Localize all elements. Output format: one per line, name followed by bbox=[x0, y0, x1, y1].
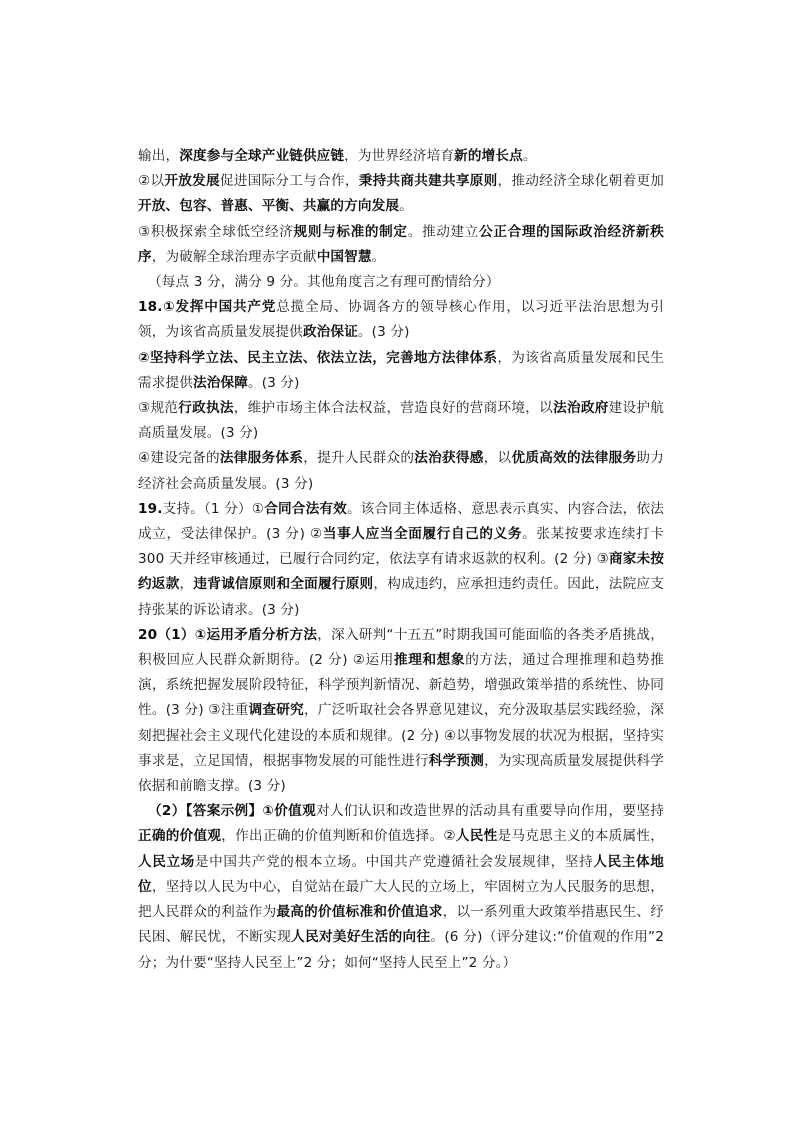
q18-point-1 bbox=[138, 295, 664, 345]
key-phrase: 中国智慧 bbox=[316, 248, 372, 265]
key-phrase: 开放、包容、普惠、平衡、共赢的方向发展 bbox=[138, 198, 400, 215]
text-run: 的方法，通过合理推理和趋势推演，系统把握发展阶段特征，科学预判新情况、新趋势，增强政策举措的系统性、协同性。(3 分) ③注重 bbox=[138, 652, 664, 719]
key-phrase: 深度参与全球产业链供应链 bbox=[179, 148, 345, 164]
key-phrase: 政治保证 bbox=[302, 324, 358, 341]
key-phrase: 商家未按约返款 bbox=[138, 551, 664, 593]
key-phrase: 正确的价值观 bbox=[138, 828, 222, 845]
key-phrase: 人民主体地位 bbox=[138, 853, 665, 895]
key-phrase: 调查研究 bbox=[248, 702, 304, 719]
text-run: ，提升人民群众的 bbox=[303, 450, 415, 467]
key-phrase: 法治政府 bbox=[553, 400, 609, 417]
key-phrase: 推理和想象 bbox=[394, 652, 466, 669]
q17-point-1-continued bbox=[138, 144, 664, 169]
text-run: ，坚持以人民为中心，自觉站在最广大人民的立场上，牢固树立为人民服务的思想，把人民群众的利益作为 bbox=[138, 878, 664, 921]
key-phrase: 法治保障 bbox=[192, 374, 248, 391]
text-run: ，推动经济全球化朝着更加 bbox=[497, 173, 664, 190]
question-number: 18.①发挥 bbox=[138, 299, 205, 316]
text-run: 。(6 分)（评分建议:“价值观的作用”2 分；为什要“坚持人民至上”2 分；如何“坚持人民至上”2 分。） bbox=[138, 929, 665, 971]
text-run: 总揽全局、协调各方的领导核心作用，以习近平法治思想为引领，为该省高质量发展提供 bbox=[138, 299, 664, 341]
key-phrase: 最高的价值标准和价值追求 bbox=[276, 904, 443, 921]
text-run: 。(3 分) bbox=[357, 324, 410, 341]
text-run: ，维护市场主体合法权益，营造良好的营商环境，以 bbox=[233, 400, 554, 417]
text-run: 输出， bbox=[138, 148, 180, 164]
text-run: ，深入研判“十五五”时期我国可能面临的各类矛盾挑战，积极回应人民群众新期待。(2 分) ②运用 bbox=[138, 626, 665, 669]
q20-part-1 bbox=[138, 623, 664, 799]
q18-point-4 bbox=[138, 446, 664, 496]
key-phrase: 优质高效的法律服务 bbox=[511, 450, 637, 467]
key-phrase: 行政执法 bbox=[178, 400, 234, 417]
q17-scoring-note: （每点 3 分，满分 9 分。其他角度言之有理可酌情给分） bbox=[148, 274, 500, 291]
text-run: 。推动建立 bbox=[407, 223, 480, 240]
text-run: ，构成违约，应承担违约责任。因此，法院应支持张某的诉讼请求。(3 分) bbox=[138, 576, 665, 618]
answer-document bbox=[138, 144, 664, 976]
text-run: 。(3 分) bbox=[247, 374, 300, 391]
key-phrase: 科学预测 bbox=[428, 752, 485, 769]
q17-point-2 bbox=[138, 169, 664, 219]
q19-answer bbox=[138, 497, 664, 623]
question-number: 20（1）①运用矛盾分析方法 bbox=[138, 626, 318, 643]
q20-part-2 bbox=[138, 799, 664, 975]
key-phrase: （2）【答案示例】①价值观 bbox=[148, 803, 317, 820]
text-run: 。 bbox=[399, 198, 413, 215]
key-phrase: 规则与标准的制定 bbox=[293, 223, 408, 240]
text-run: 。该合同主体适格、意思表示真实、内容合法，依法成立，受法律保护。(3 分) ② bbox=[138, 500, 664, 543]
text-run: ，为该省高质量发展和民生需求提供 bbox=[138, 349, 664, 391]
text-run: 。张某按要求连续打卡 300 天并经审核通过，已履行合同约定，依法享有请求返款的权利。(2 分) ③ bbox=[138, 526, 665, 568]
key-phrase: 中国共产党 bbox=[204, 299, 277, 316]
text-run: 是中国共产党的根本立场。中国共产党遵循社会发展规律，坚持 bbox=[194, 853, 594, 870]
key-phrase: ②坚持科学立法、民主立法、依法立法，完善地方法律体系 bbox=[138, 349, 498, 366]
text-run: ，以一系列重大政策举措惠民生、纾民困、解民忧，不断实现 bbox=[138, 904, 665, 946]
key-phrase: 合同合法有效 bbox=[264, 500, 347, 517]
text-run: 建设护航高质量发展。(3 分) bbox=[138, 400, 664, 442]
key-phrase: 公正合理的国际政治经济新秩序 bbox=[138, 223, 665, 265]
text-run: ③规范 bbox=[138, 400, 179, 417]
text-run: ，作出正确的价值判断和价值选择。② bbox=[221, 828, 456, 845]
text-run: ，为破解全球治理赤字贡献 bbox=[151, 248, 317, 265]
text-run: 促进国际分工与合作， bbox=[219, 173, 359, 190]
question-number: 19. bbox=[138, 500, 163, 517]
text-run: 支持。（1 分）① bbox=[162, 500, 265, 517]
q18-point-2 bbox=[138, 346, 664, 396]
text-run: ，为世界经济培育 bbox=[344, 148, 455, 164]
q18-point-3 bbox=[138, 396, 664, 446]
text-run: ③积极探索全球低空经济 bbox=[138, 223, 294, 240]
text-run: 。 bbox=[371, 248, 386, 265]
key-phrase: 新的增长点 bbox=[454, 148, 523, 164]
key-phrase: 人民立场 bbox=[138, 853, 195, 870]
text-run: 。 bbox=[522, 148, 537, 164]
text-run: 对人们认识和改造世界的活动具有重要导向作用，要坚持 bbox=[316, 803, 665, 820]
key-phrase: 秉持共商共建共享原则 bbox=[358, 173, 498, 190]
q17-point-3 bbox=[138, 220, 664, 270]
text-run: ②以 bbox=[138, 173, 165, 190]
text-run: ，广泛听取社会各界意见建议，充分汲取基层实践经验，深刻把握社会主义现代化建设的本质和规律。(2 分) ④以事物发展的状况为根据，坚持实事求是，立足国情，根据事物发展的可能性进行 bbox=[138, 702, 664, 769]
key-phrase: 当事人应当全面履行自己的义务 bbox=[322, 526, 523, 543]
text-run: 助力经济社会高质量发展。(3 分) bbox=[138, 450, 665, 492]
text-run: ，以 bbox=[483, 450, 512, 467]
key-phrase: 法律服务体系 bbox=[219, 450, 304, 467]
key-phrase: 违背诚信原则和全面履行原则 bbox=[193, 576, 374, 593]
key-phrase: 开放发展 bbox=[164, 173, 220, 190]
text-run: ④建设完备的 bbox=[138, 450, 220, 467]
text-run: 是马克思主义的本质属性， bbox=[497, 828, 664, 845]
text-run: ， bbox=[179, 576, 194, 593]
key-phrase: 人民对美好生活的向往 bbox=[291, 929, 431, 946]
key-phrase: 法治获得感 bbox=[414, 450, 484, 467]
text-run: ，为实现高质量发展提供科学依据和前瞻支撑。(3 分) bbox=[138, 752, 664, 795]
key-phrase: 人民性 bbox=[455, 828, 498, 845]
